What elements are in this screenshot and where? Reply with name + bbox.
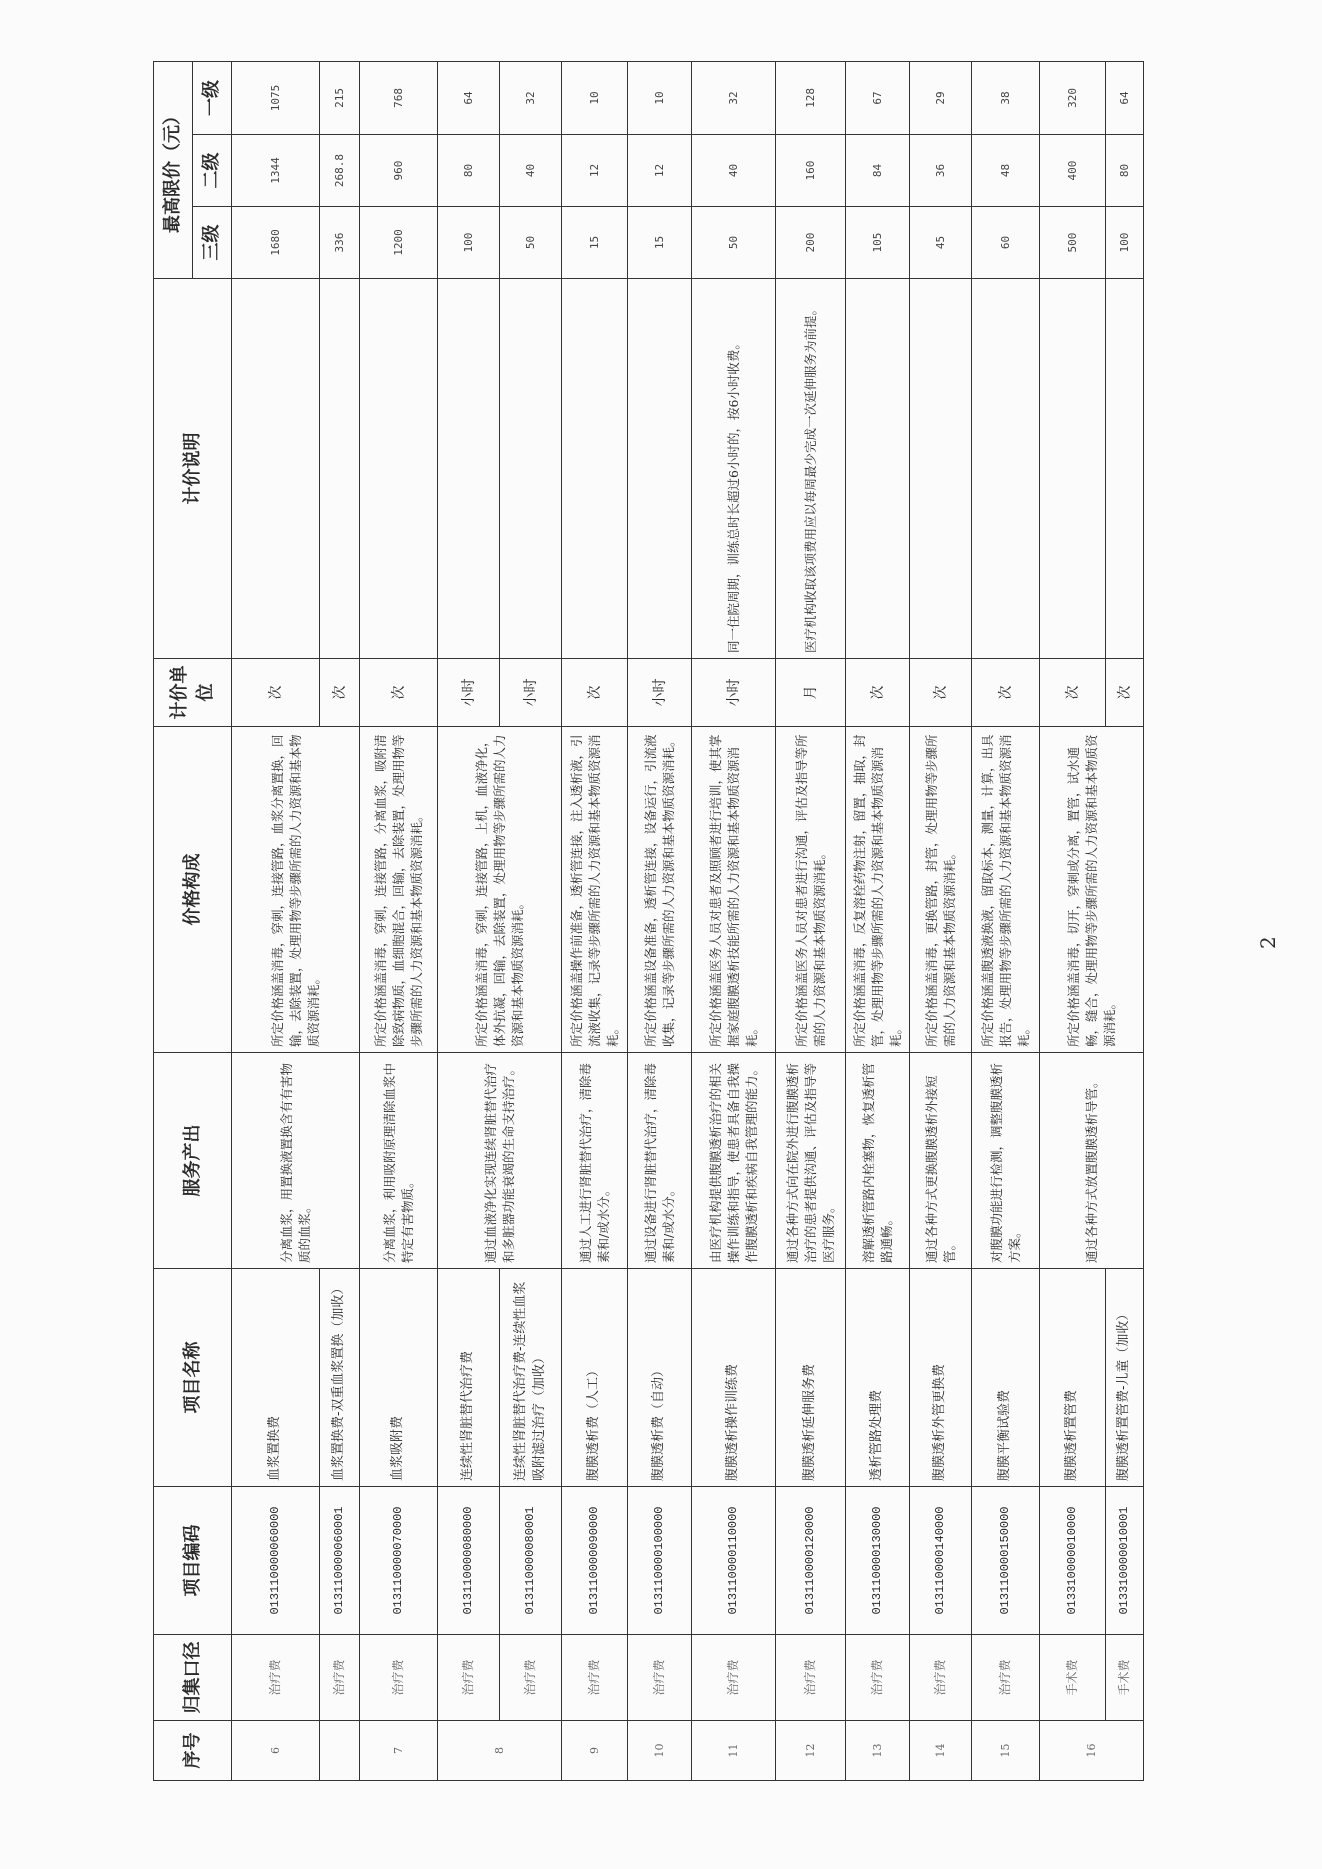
cell-price-level1: 32: [500, 61, 562, 134]
cell-service: 通过各种方式向在院外进行腹膜透析治疗的患者提供沟通、评估及指导等医疗服务。: [776, 1053, 846, 1269]
price-table: [153, 61, 1144, 1781]
cell-price-level2: 160: [776, 135, 846, 207]
cell-name: 腹膜透析延伸服务费: [776, 1269, 846, 1487]
cell-composition: 所定价格涵盖消毒，穿刺，连接管路，分离血浆，吸附清除致病物质，血细胞混合，回输，去除装置，处理用物等步骤所需的人力资源和基本物质资源消耗。: [360, 727, 438, 1053]
cell-price-level1: 1075: [232, 61, 320, 134]
cell-price-level1: 320: [1040, 61, 1106, 134]
cell-price-level3: 45: [910, 207, 972, 279]
cell-service: 溶解透析管路内栓塞物，恢复透析管路通畅。: [846, 1053, 910, 1269]
cell-price-level1: 64: [438, 61, 500, 134]
cell-note: [1106, 279, 1144, 659]
cell-price-level3: 500: [1040, 207, 1106, 279]
table-header-row: [154, 61, 193, 1780]
cell-unit: 次: [1106, 659, 1144, 727]
cell-seq: [320, 1721, 360, 1781]
page-number: 2: [1256, 936, 1280, 949]
cell-seq: 16: [1040, 1721, 1144, 1781]
table-row: [628, 61, 692, 1780]
cell-code: 013110000070000: [360, 1487, 438, 1635]
cell-code: 013110000090000: [562, 1487, 628, 1635]
cell-service: 通过各种方式更换腹膜透析外接短管。: [910, 1053, 972, 1269]
table-row: [232, 61, 320, 1780]
cell-price-level3: 100: [438, 207, 500, 279]
cell-name: 腹膜平衡试验费: [972, 1269, 1040, 1487]
table-row: [562, 61, 628, 1780]
cell-category: 治疗费: [692, 1635, 776, 1721]
cell-service: 由医疗机构提供腹膜透析治疗的相关操作训练和指导，使患者具备自我操作腹膜透析和疾病自我管理的能力。: [692, 1053, 776, 1269]
cell-name: 透析管路处理费: [846, 1269, 910, 1487]
cell-category: 治疗费: [320, 1635, 360, 1721]
cell-composition: 所定价格涵盖消毒，切开，穿刺或分离，置管，试水通畅，缝合，处理用物等步骤所需的人力资源和基本物质资源消耗。: [1040, 727, 1144, 1053]
cell-price-level1: 128: [776, 61, 846, 134]
cell-category: 治疗费: [628, 1635, 692, 1721]
cell-note: [500, 279, 562, 659]
cell-code: 013310000010000: [1040, 1487, 1106, 1635]
cell-seq: 12: [776, 1721, 846, 1781]
cell-price-level1: 29: [910, 61, 972, 134]
cell-note: [846, 279, 910, 659]
cell-price-level2: 268.8: [320, 135, 360, 207]
cell-code: 013310000010001: [1106, 1487, 1144, 1635]
cell-code: 013110000080000: [438, 1487, 500, 1635]
cell-price-level2: 12: [628, 135, 692, 207]
cell-composition: 所定价格涵盖消毒，反复溶栓药物注射，留置，抽取，封管，处理用物等步骤所需的人力资源和基本物质资源消耗。: [846, 727, 910, 1053]
cell-service: 分离血浆，用置换液置换含有有害物质的血浆。: [232, 1053, 360, 1269]
cell-seq: 15: [972, 1721, 1040, 1781]
table-row: [360, 61, 438, 1780]
cell-composition: 所定价格涵盖消毒，更换管路，封管，处理用物等步骤所需的人力资源和基本物质资源消耗。: [910, 727, 972, 1053]
cell-seq: 10: [628, 1721, 692, 1781]
cell-name: 腹膜透析置管费-儿童（加收）: [1106, 1269, 1144, 1487]
cell-composition: 所定价格涵盖设备准备，透析管连接，设备运行，引流液收集，记录等步骤所需的人力资源和基本物质资源消耗。: [628, 727, 692, 1053]
cell-price-level1: 215: [320, 61, 360, 134]
cell-price-level1: 32: [692, 61, 776, 134]
cell-note: [232, 279, 320, 659]
cell-price-level3: 336: [320, 207, 360, 279]
cell-name: 腹膜透析费（自动）: [628, 1269, 692, 1487]
cell-name: 腹膜透析置管费: [1040, 1269, 1106, 1487]
cell-category: 治疗费: [910, 1635, 972, 1721]
cell-name: 腹膜透析费（人工）: [562, 1269, 628, 1487]
cell-note: [360, 279, 438, 659]
cell-category: 治疗费: [972, 1635, 1040, 1721]
header-composition: 价格构成: [154, 727, 232, 1053]
header-max-price: 最高限价（元）: [154, 61, 193, 278]
cell-price-level2: 400: [1040, 135, 1106, 207]
cell-note: [1040, 279, 1106, 659]
cell-code: 013110000100000: [628, 1487, 692, 1635]
cell-code: 013110000130000: [846, 1487, 910, 1635]
cell-price-level3: 1680: [232, 207, 320, 279]
cell-service: 通过血液净化实现连续肾脏替代治疗和多脏器功能衰竭的生命支持治疗。: [438, 1053, 562, 1269]
cell-price-level1: 10: [562, 61, 628, 134]
cell-unit: 月: [776, 659, 846, 727]
cell-price-level1: 67: [846, 61, 910, 134]
cell-category: 手术费: [1106, 1635, 1144, 1721]
header-level3: 三级: [193, 207, 232, 279]
cell-name: 连续性肾脏替代治疗费: [438, 1269, 500, 1487]
cell-composition: 所定价格涵盖腹透液换液，留取标本，测量，计算，出具报告，处理用物等步骤所需的人力资源和基本物质资源消耗。: [972, 727, 1040, 1053]
header-code: 项目编码: [154, 1487, 232, 1635]
cell-code: 013110000120000: [776, 1487, 846, 1635]
cell-price-level3: 1200: [360, 207, 438, 279]
cell-note: [972, 279, 1040, 659]
cell-unit: 次: [846, 659, 910, 727]
cell-service: 对腹膜功能进行检测，调整腹膜透析方案。: [972, 1053, 1040, 1269]
header-name: 项目名称: [154, 1269, 232, 1487]
cell-unit: 次: [910, 659, 972, 727]
cell-unit: 次: [360, 659, 438, 727]
header-seq: 序号: [154, 1721, 232, 1781]
cell-name: 血浆吸附费: [360, 1269, 438, 1487]
cell-note: [628, 279, 692, 659]
cell-note: 同一住院周期，训练总时长超过6小时的，按6小时收费。: [692, 279, 776, 659]
cell-code: 013110000110000: [692, 1487, 776, 1635]
cell-composition: 所定价格涵盖操作前准备，透析管连接，注入透析液，引流液收集，记录等步骤所需的人力资源和基本物质资源消耗。: [562, 727, 628, 1053]
cell-price-level3: 60: [972, 207, 1040, 279]
cell-price-level2: 40: [500, 135, 562, 207]
header-service: 服务产出: [154, 1053, 232, 1269]
cell-unit: 次: [1040, 659, 1106, 727]
cell-price-level1: 768: [360, 61, 438, 134]
cell-seq: 8: [438, 1721, 562, 1781]
cell-price-level3: 50: [692, 207, 776, 279]
cell-note: [910, 279, 972, 659]
cell-unit: 次: [320, 659, 360, 727]
cell-composition: 所定价格涵盖消毒，穿刺，连接管路，上机，血液净化，体外抗凝，回输，去除装置，处理用物等步骤所需的人力资源和基本物质资源消耗。: [438, 727, 562, 1053]
cell-name: 腹膜透析操作训练费: [692, 1269, 776, 1487]
cell-price-level3: 100: [1106, 207, 1144, 279]
cell-price-level3: 50: [500, 207, 562, 279]
header-level2: 二级: [193, 135, 232, 207]
cell-price-level3: 15: [628, 207, 692, 279]
cell-price-level2: 80: [1106, 135, 1144, 207]
cell-category: 治疗费: [500, 1635, 562, 1721]
cell-code: 013110000060000: [232, 1487, 320, 1635]
cell-price-level2: 1344: [232, 135, 320, 207]
cell-note: [320, 279, 360, 659]
header-note: 计价说明: [154, 279, 232, 659]
cell-price-level2: 48: [972, 135, 1040, 207]
cell-service: 通过设备进行肾脏替代治疗，清除毒素和/或水分。: [628, 1053, 692, 1269]
cell-category: 治疗费: [438, 1635, 500, 1721]
cell-note: [562, 279, 628, 659]
cell-price-level1: 64: [1106, 61, 1144, 134]
table-row: [1040, 61, 1106, 1780]
cell-category: 治疗费: [562, 1635, 628, 1721]
cell-unit: 次: [232, 659, 320, 727]
cell-price-level2: 84: [846, 135, 910, 207]
cell-unit: 小时: [692, 659, 776, 727]
table-row: [776, 61, 846, 1780]
cell-category: 治疗费: [776, 1635, 846, 1721]
header-level1: 一级: [193, 61, 232, 134]
cell-price-level1: 10: [628, 61, 692, 134]
cell-category: 手术费: [1040, 1635, 1106, 1721]
cell-name: 腹膜透析外管更换费: [910, 1269, 972, 1487]
cell-seq: 11: [692, 1721, 776, 1781]
cell-composition: 所定价格涵盖医务人员对患者进行沟通，评估及指导等所需的人力资源和基本物质资源消耗。: [776, 727, 846, 1053]
table-row: [692, 61, 776, 1780]
cell-composition: 所定价格涵盖医务人员对患者及照顾者进行培训，使其掌握家庭腹膜透析技能所需的人力资源和基本物质资源消耗。: [692, 727, 776, 1053]
cell-code: 013110000060001: [320, 1487, 360, 1635]
cell-unit: 次: [972, 659, 1040, 727]
cell-name: 血浆置换费: [232, 1269, 320, 1487]
cell-category: 治疗费: [232, 1635, 320, 1721]
cell-service: 分离血浆，利用吸附原理清除血浆中特定有害物质。: [360, 1053, 438, 1269]
table-row: [438, 61, 500, 1780]
cell-unit: 小时: [438, 659, 500, 727]
cell-service: 通过各种方式放置腹膜透析导管。: [1040, 1053, 1144, 1269]
table-row: [846, 61, 910, 1780]
cell-code: 013110000150000: [972, 1487, 1040, 1635]
cell-price-level3: 200: [776, 207, 846, 279]
table-row: [910, 61, 972, 1780]
cell-code: 013110000080001: [500, 1487, 562, 1635]
cell-unit: 小时: [628, 659, 692, 727]
cell-price-level2: 960: [360, 135, 438, 207]
cell-note: 医疗机构收取该项费用应以每周最少完成一次延伸服务为前提。: [776, 279, 846, 659]
cell-price-level2: 36: [910, 135, 972, 207]
table-row: [972, 61, 1040, 1780]
cell-price-level1: 38: [972, 61, 1040, 134]
cell-unit: 小时: [500, 659, 562, 727]
cell-seq: 13: [846, 1721, 910, 1781]
header-unit: 计价单位: [154, 659, 232, 727]
cell-price-level2: 40: [692, 135, 776, 207]
cell-price-level2: 80: [438, 135, 500, 207]
header-category: 归集口径: [154, 1635, 232, 1721]
cell-seq: 14: [910, 1721, 972, 1781]
cell-price-level3: 105: [846, 207, 910, 279]
cell-service: 通过人工进行肾脏替代治疗，清除毒素和/或水分。: [562, 1053, 628, 1269]
cell-code: 013110000140000: [910, 1487, 972, 1635]
cell-seq: 7: [360, 1721, 438, 1781]
cell-seq: 9: [562, 1721, 628, 1781]
cell-price-level2: 12: [562, 135, 628, 207]
cell-name: 血浆置换费-双重血浆置换（加收）: [320, 1269, 360, 1487]
cell-unit: 次: [562, 659, 628, 727]
cell-seq: 6: [232, 1721, 320, 1781]
cell-category: 治疗费: [846, 1635, 910, 1721]
cell-category: 治疗费: [360, 1635, 438, 1721]
cell-name: 连续性肾脏替代治疗费-连续性血浆吸附滤过治疗（加收）: [500, 1269, 562, 1487]
cell-price-level3: 15: [562, 207, 628, 279]
cell-note: [438, 279, 500, 659]
cell-composition: 所定价格涵盖消毒，穿刺，连接管路，血浆分离置换，回输，去除装置，处理用物等步骤所需的人力资源和基本物质资源消耗。: [232, 727, 360, 1053]
